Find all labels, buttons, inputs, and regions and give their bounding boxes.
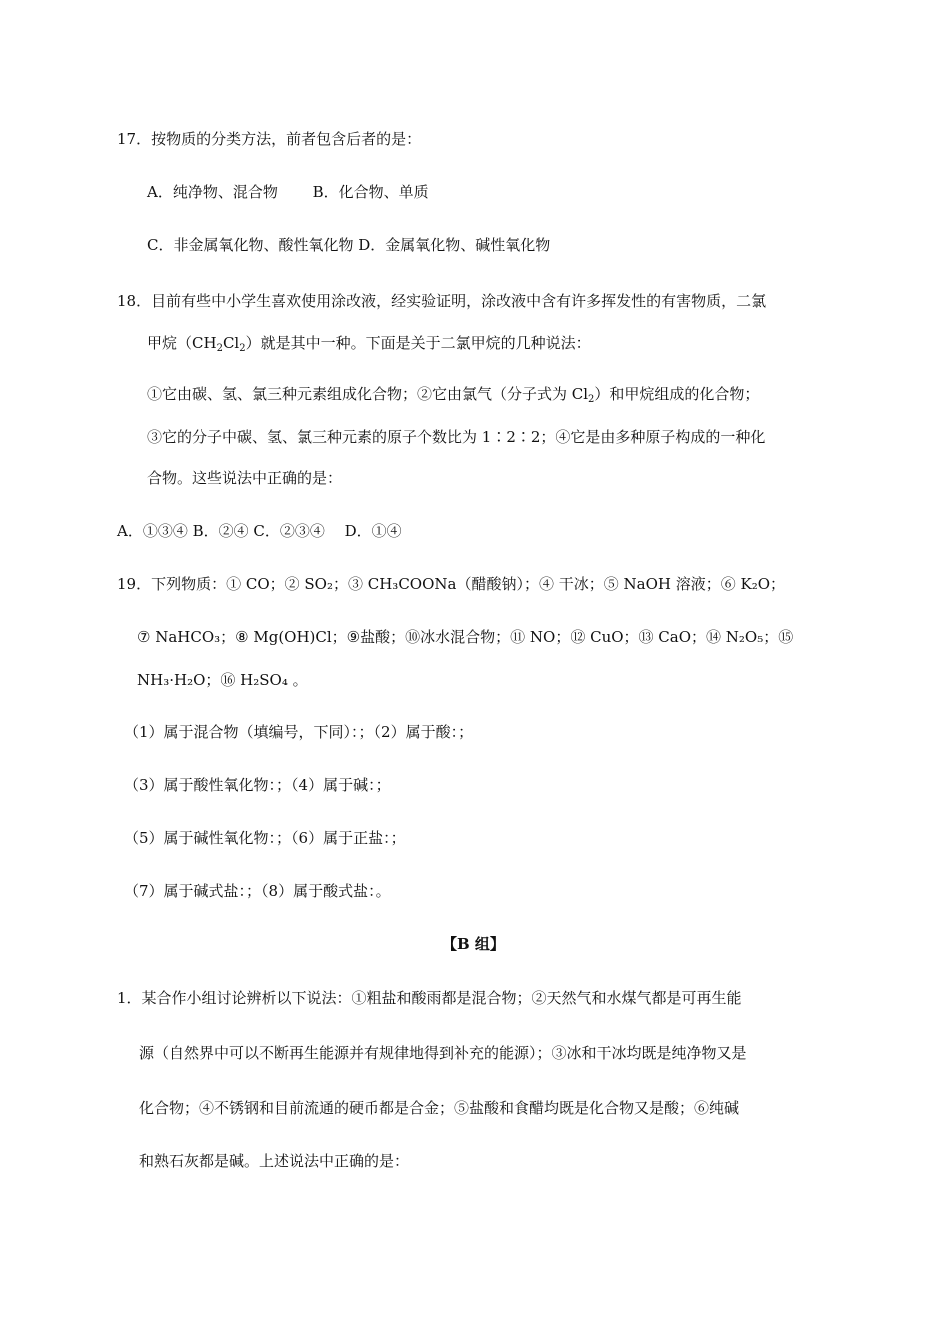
b-q1-line-4: 和熟石灰都是碱。上述说法中正确的是：: [139, 1152, 410, 1170]
q18-options: A．①③④ B．②④ C．②③④ D．①④: [117, 522, 402, 540]
q17-options-cd: C．非金属氧化物、酸性氧化物 D．金属氧化物、碱性氧化物: [147, 236, 551, 254]
q18-line-3-part-a: ①它由碳、氢、氯三种元素组成化合物；②它由氯气（分子式为 Cl: [147, 385, 589, 403]
q18-line-2-part-a: 甲烷（CH: [147, 334, 217, 352]
q18-line-5: 合物。这些说法中正确的是：: [147, 469, 343, 487]
q19-line-3: NH₃·H₂O；⑯ H₂SO₄ 。: [137, 671, 308, 689]
q19-line-1: 19．下列物质：① CO；② SO₂；③ CH₃COONa（醋酸钠）；④ 干冰；⑤ NaOH 溶液；⑥ K₂O；: [117, 575, 786, 593]
q19-sub-1-2: （1）属于混合物（填编号，下同）：；（2）属于酸：；: [124, 723, 474, 741]
q18-line-3: [147, 384, 759, 404]
section-b-heading: 【B 组】: [442, 935, 505, 953]
b-q1-line-3: 化合物；④不锈钢和目前流通的硬币都是合金；⑤盐酸和食醋均既是化合物又是酸；⑥纯碱: [139, 1099, 740, 1117]
q18-line-1: 18．目前有些中小学生喜欢使用涂改液，经实验证明，涂改液中含有许多挥发性的有害物质，二氯: [117, 292, 767, 310]
b-q1-line-1: 1．某合作小组讨论辨析以下说法：①粗盐和酸雨都是混合物；②天然气和水煤气都是可再生能: [117, 989, 742, 1007]
q17-stem: 17．按物质的分类方法，前者包含后者的是：: [117, 130, 422, 148]
q19-sub-5-6: （5）属于碱性氧化物：；（6）属于正盐：；: [124, 829, 406, 847]
q19-line-2: ⑦ NaHCO₃；⑧ Mg(OH)Cl；⑨盐酸；⑩冰水混合物；⑪ NO；⑫ CuO；⑬ CaO；⑭ N₂O₅；⑮: [137, 628, 794, 646]
q18-subscript-3: 2: [588, 394, 595, 405]
q17-options-ab: A．纯净物、混合物 B．化合物、单质: [147, 183, 429, 201]
q18-subscript-2: 2: [239, 343, 246, 354]
q18-line-2-part-b: Cl: [222, 334, 240, 352]
q18-line-4: ③它的分子中碳、氢、氯三种元素的原子个数比为 1∶2∶2；④它是由多种原子构成的一种化: [147, 428, 766, 446]
q19-sub-7-8: （7）属于碱式盐：；（8）属于酸式盐：。: [124, 882, 391, 900]
b-q1-line-2: 源（自然界中可以不断再生能源并有规律地得到补充的能源）；③冰和干冰均既是纯净物又是: [139, 1044, 747, 1062]
q18-subscript-1: 2: [216, 343, 223, 354]
q18-line-2: [147, 333, 591, 353]
q18-line-2-part-c: ）就是其中一种。下面是关于二氯甲烷的几种说法：: [245, 334, 591, 352]
q18-line-3-part-b: ）和甲烷组成的化合物；: [594, 385, 760, 403]
q19-sub-3-4: （3）属于酸性氧化物：；（4）属于碱：；: [124, 776, 391, 794]
